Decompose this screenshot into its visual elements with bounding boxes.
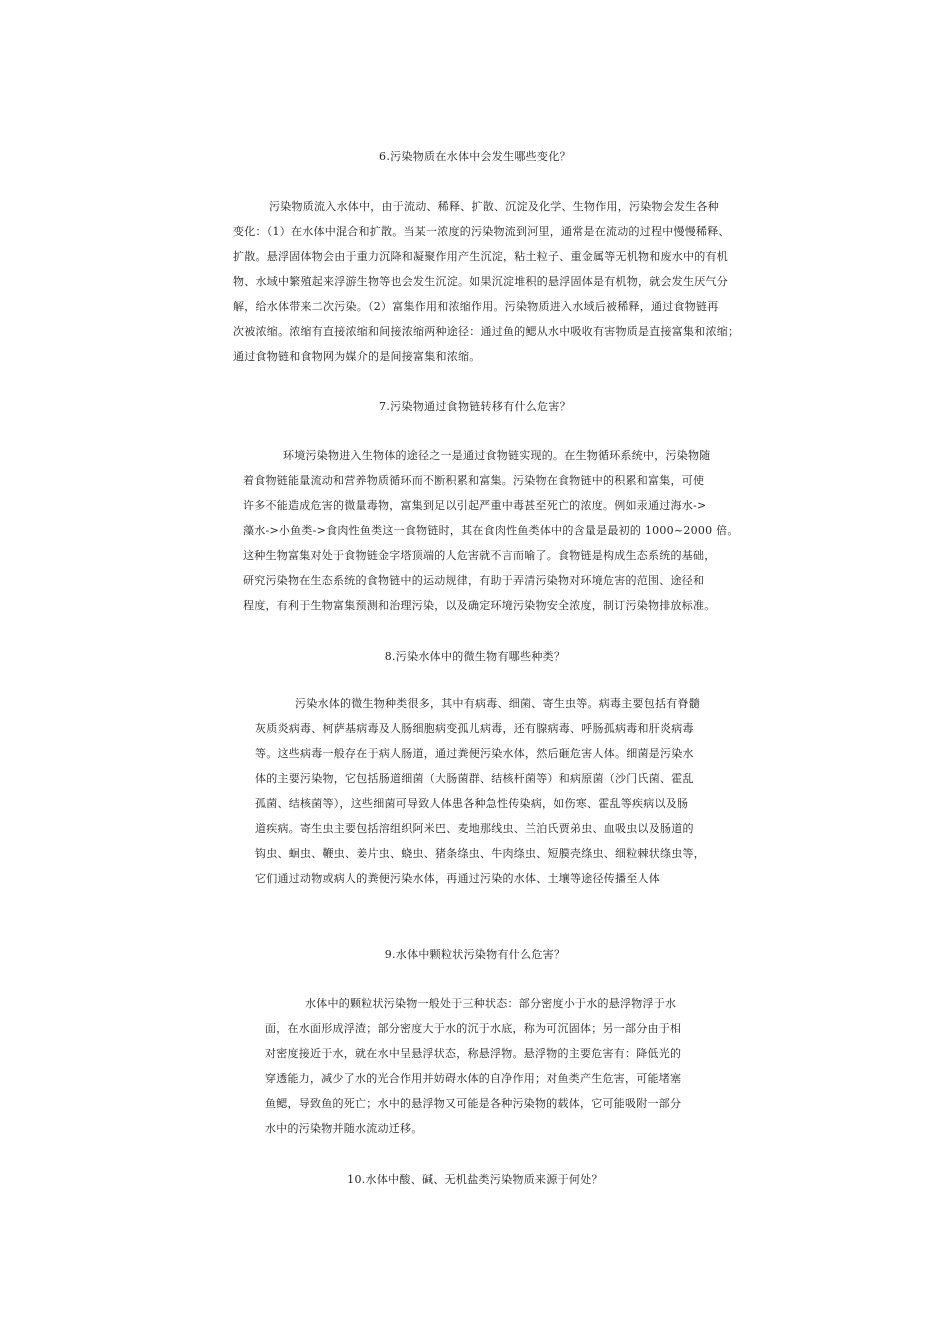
text-line: 次被浓缩。浓缩有直接浓缩和间接浓缩两种途径：通过鱼的鳃从水中吸收有害物质是直接富集和浓缩； [233,325,740,338]
text-line: 这种生物富集对处于食物链金字塔顶端的人危害就不言而喻了。食物链是构成生态系统的基础， [243,549,716,562]
text-line: 着食物链能量流动和营养物质循环而不断积累和富集。污染物在食物链中的积累和富集，可使 [243,474,705,487]
text-line: 物、水域中繁殖起来浮游生物等也会发生沉淀。如果沉淀堆积的悬浮固体是有机物，就会发生厌气分 [233,275,728,288]
text-line: 灰质炎病毒、柯萨基病毒及人肠细胞病变孤儿病毒，还有腺病毒、呼肠孤病毒和肝炎病毒 [255,722,694,735]
text-line: 穿透能力，减少了水的光合作用并妨碍水体的自净作用；对鱼类产生危害，可能堵塞 [265,1072,682,1085]
text-line: 污染物质流入水体中，由于流动、稀释、扩散、沉淀及化学、生物作用，污染物会发生各种 [269,200,719,213]
section-heading-10: 10.水体中酸、碱、无机盐类污染物质来源于何处？ [347,1173,603,1186]
text-line: 体的主要污染物，它包括肠道细菌（大肠菌群、结核杆菌等）和病原菌（沙门氏菌、霍乱 [255,772,694,785]
text-line: 扩散。悬浮固体物会由于重力沉降和凝聚作用产生沉淀，粘土粒子、重金属等无机物和废水中的有机 [233,250,728,263]
text-line: 环境污染物进入生物体的途径之一是通过食物链实现的。在生物循环系统中，污染物随 [283,449,711,462]
section-heading-9: 9.水体中颗粒状污染物有什么危害？ [384,948,566,961]
section-heading-6: 6.污染物质在水体中会发生哪些变化？ [379,150,571,163]
text-line: 面，在水面形成浮渣；部分密度大于水的沉于水底，称为可沉固体；另一部分由于相 [265,1022,682,1035]
text-line: 程度，有利于生物富集预测和治理污染，以及确定环境污染物安全浓度，制订污染物排放标准。 [243,599,716,612]
text-line: 研究污染物在生态系统的食物链中的运动规律，有助于弄清污染物对环境危害的范围、途径和 [243,574,705,587]
text-line: 它们通过动物或病人的粪便污染水体，再通过污染的水体、土壤等途径传播至人体 [255,872,660,885]
section-heading-7: 7.污染物通过食物链转移有什么危害？ [379,400,571,413]
text-line: 对密度接近于水，就在水中呈悬浮状态，称悬浮物。悬浮物的主要危害有：降低光的 [265,1047,682,1060]
text-line: 许多不能造成危害的微量毒物，富集到足以引起严重中毒甚至死亡的浓度。例如汞通过海水-> [243,499,707,512]
text-line: 变化：（1）在水体中混合和扩散。当某一浓度的污染物流到河里，通常是在流动的过程中慢慢稀释、 [233,225,730,238]
text-line: 水中的污染物并随水流动迁移。 [265,1122,423,1135]
text-line: 水体中的颗粒状污染物一般处于三种状态：部分密度小于水的悬浮物浮于水 [305,997,677,1010]
text-line: 污染水体的微生物种类很多，其中有病毒、细菌、寄生虫等。病毒主要包括有脊髓 [295,697,700,710]
text-line: 道疾病。寄生虫主要包括溶组织阿米巴、麦地那线虫、兰泊氏贾弟虫、血吸虫以及肠道的 [255,822,694,835]
text-line: 鱼鳃，导致鱼的死亡；水中的悬浮物又可能是各种污染物的载体，它可能吸附一部分 [265,1097,682,1110]
text-line: 通过食物链和食物网为媒介的是间接富集和浓缩。 [233,350,481,363]
section-heading-8: 8.污染水体中的微生物有哪些种类？ [384,650,566,663]
text-line: 等。这些病毒一般存在于病人肠道，通过粪便污染水体，然后砸危害人体。细菌是污染水 [255,747,694,760]
text-line: 解，给水体带来二次污染。（2）富集作用和浓缩作用。污染物质进入水域后被稀释，通过食物链再 [233,300,719,313]
text-line: 钩虫、蛔虫、鞭虫、姜片虫、蛲虫、猪条绦虫、牛肉绦虫、短膜壳绦虫、细粒棘状绦虫等， [255,847,705,860]
text-line: 藻水->小鱼类->食肉性鱼类这一食物链时，其在食肉性鱼类体中的含量是最初的 1000~2000 倍。 [243,524,739,537]
text-line: 孤菌、结核菌等），这些细菌可导致人体患各种急性传染病，如伤寒、霍乱等疾病以及肠 [255,797,689,810]
